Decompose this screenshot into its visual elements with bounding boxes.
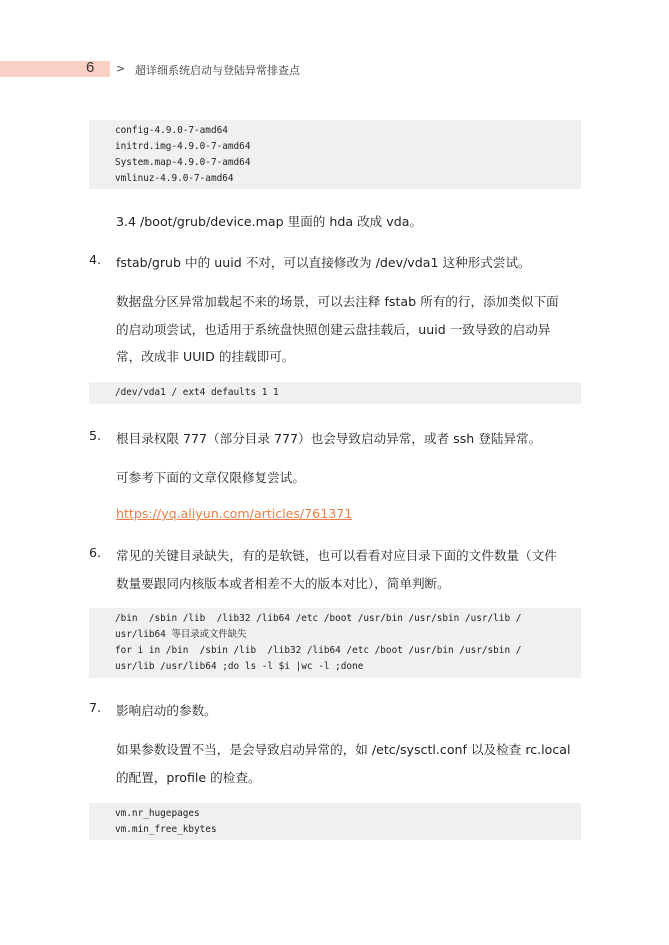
code-block-dirs <box>89 608 581 678</box>
code-line: /dev/vda1 / ext4 defaults 1 1 <box>115 387 279 398</box>
item-6-number: 6. <box>89 545 102 560</box>
code-line: vmlinuz-4.9.0-7-amd64 <box>115 173 234 184</box>
code-block-boot-files <box>89 120 581 189</box>
item-7-para-line: 如果参数设置不当，是会导致启动异常的，如 /etc/sysctl.conf 以及检查 rc.local <box>116 742 571 757</box>
item-7-para-line: 的配置，profile 的检查。 <box>116 770 261 785</box>
item-4-para-line: 数据盘分区异常加载起不来的场景，可以去注释 fstab 所有的行，添加类似下面 <box>116 294 559 309</box>
code-line: initrd.img-4.9.0-7-amd64 <box>115 141 251 152</box>
code-line: System.map-4.9.0-7-amd64 <box>115 157 251 168</box>
header-title: 超详细系统启动与登陆异常排查点 <box>135 64 300 77</box>
item-4-para-line: 常，改成非 UUID 的挂载即可。 <box>116 349 295 364</box>
item-5-para: 可参考下面的文章仅限修复尝试。 <box>116 470 305 485</box>
item-5-title: 根目录权限 777（部分目录 777）也会导致启动异常，或者 ssh 登陆异常。 <box>116 431 542 446</box>
item-4-title: fstab/grub 中的 uuid 不对，可以直接修改为 /dev/vda1 这种形式尝试。 <box>116 255 531 270</box>
page-number: 6 <box>86 59 95 76</box>
item-6-title: 常见的关键目录缺失，有的是软链，也可以看看对应目录下面的文件数量（文件 <box>116 548 557 563</box>
header-separator: > <box>116 62 126 75</box>
item-7-number: 7. <box>89 700 102 715</box>
item-5-link-wrap <box>116 506 352 521</box>
item-4-para-line: 的启动项尝试，也适用于系统盘快照创建云盘挂载后，uuid 一致导致的启动异 <box>116 322 551 337</box>
code-line: vm.min_free_kbytes <box>115 824 217 835</box>
code-line: config-4.9.0-7-amd64 <box>115 125 228 136</box>
step-3-4: 3.4 /boot/grub/device.map 里面的 hda 改成 vda。 <box>116 214 423 229</box>
item-4-number: 4. <box>89 252 102 267</box>
code-block-sysctl <box>89 803 581 840</box>
item-7-title: 影响启动的参数。 <box>116 703 217 718</box>
article-link[interactable]: https://yq.aliyun.com/articles/761371 <box>116 506 353 521</box>
code-line: usr/lib /usr/lib64 ;do ls -l $i |wc -l ;done <box>115 661 364 672</box>
item-5-number: 5. <box>89 428 102 443</box>
item-6-title-cont: 数量要跟同内核版本或者相差不大的版本对比），简单判断。 <box>116 576 450 591</box>
code-line: for i in /bin /sbin /lib /lib32 /lib64 /etc /boot /usr/bin /usr/sbin / <box>115 645 522 656</box>
code-block-fstab <box>89 382 581 404</box>
code-line: vm.nr_hugepages <box>115 808 200 819</box>
code-line: /bin /sbin /lib /lib32 /lib64 /etc /boot /usr/bin /usr/sbin /usr/lib / <box>115 613 522 624</box>
code-line: usr/lib64 等目录或文件缺失 <box>115 629 247 640</box>
